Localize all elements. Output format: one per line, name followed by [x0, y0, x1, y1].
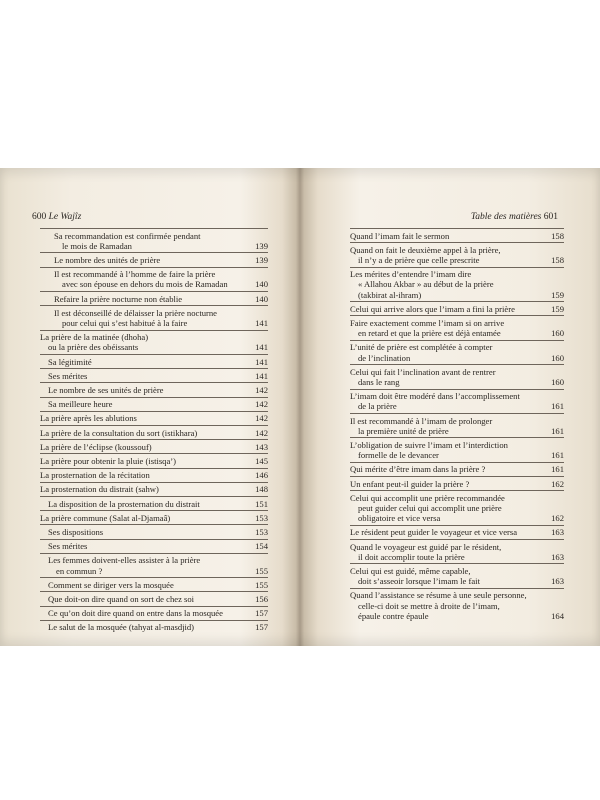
toc-page-number: 163: [551, 576, 564, 587]
toc-entry: [350, 267, 564, 302]
toc-page-number: 160: [551, 376, 564, 387]
toc-page-number: 139: [255, 240, 268, 251]
toc-entry: [40, 305, 268, 329]
toc-entry: [350, 525, 564, 539]
toc-page-number: 153: [255, 512, 268, 523]
toc-entry: [40, 510, 268, 524]
toc-entry-line: Celui qui accomplit une prière recommandée: [350, 492, 505, 503]
toc-entry-line: L’unité de prière est complétée à compter: [350, 342, 493, 353]
toc-page-number: 161: [551, 401, 564, 412]
toc-entry-line: Le nombre de ses unités de prière: [48, 384, 164, 395]
toc-entry: [40, 591, 268, 605]
toc-page-number: 161: [551, 464, 564, 475]
right-page-number: 601: [543, 212, 558, 222]
toc-page-number: 163: [551, 551, 564, 562]
toc-entry-line: La prière commune (Salat al-Djamaâ): [40, 512, 171, 523]
toc-entry-line: La prière après les ablutions: [40, 413, 137, 424]
toc-entry-line: Il est recommandé à l’homme de faire la prière: [54, 269, 216, 280]
toc-entry-line: Sa meilleure heure: [48, 399, 113, 410]
toc-entry: [40, 453, 268, 467]
toc-page-number: 159: [551, 303, 564, 314]
toc-entry-line: en retard et que la prière est déjà entamée: [358, 328, 501, 339]
toc-entry-line: Ce qu’on doit dire quand on entre dans la mosquée: [48, 608, 223, 619]
toc-entry-line: Ses mérites: [48, 541, 88, 552]
toc-entry-line: formelle de le devancer: [358, 450, 439, 461]
toc-entry-line: (takbirat al-ihram): [358, 289, 422, 300]
toc-entry-line: La prosternation de la récitation: [40, 470, 150, 481]
toc-page-number: 161: [551, 450, 564, 461]
toc-entry-line: « Allahou Akbar » au début de la prière: [358, 279, 494, 290]
toc-page-number: 161: [551, 425, 564, 436]
toc-page-number: 142: [255, 413, 268, 424]
toc-page-number: 162: [551, 478, 564, 489]
left-page: [0, 168, 296, 646]
toc-page-number: 156: [255, 593, 268, 604]
toc-entry-line: Le nombre des unités de prière: [54, 254, 161, 265]
toc-entry-line: La prière pour obtenir la pluie (istisqa’): [40, 455, 177, 466]
toc-entry-line: Quand le voyageur est guidé par le résident,: [350, 541, 502, 552]
toc-entry: [350, 301, 564, 315]
toc-entry-line: doit s’asseoir lorsque l’imam le fait: [358, 576, 480, 587]
toc-page-number: 142: [255, 427, 268, 438]
toc-entry-line: pour celui qui s’est habitué à la faire: [62, 317, 188, 328]
toc-entry-line: dans le rang: [358, 376, 400, 387]
toc-entry: [40, 382, 268, 396]
toc-entry-line: La prière de la consultation du sort (istikhara): [40, 427, 198, 438]
toc-entry: [350, 476, 564, 490]
toc-entry-line: Un enfant peut-il guider la prière ?: [350, 478, 470, 489]
toc-entry-line: Il est recommandé à l’imam de prolonger: [350, 415, 493, 426]
open-book: [0, 168, 600, 646]
toc-entry-line: le mois de Ramadan: [62, 240, 132, 251]
toc-entry: [40, 252, 268, 266]
toc-entry-line: Il est déconseillé de délaisser la prière nocturne: [54, 307, 217, 318]
toc-entry-line: Les mérites d’entendre l’imam dire: [350, 269, 472, 280]
toc-entry-line: Celui qui est guidé, même capable,: [350, 565, 471, 576]
toc-entry-line: Le salut de la mosquée (tahyat al-masdjid): [48, 622, 195, 633]
toc-page-number: 143: [255, 441, 268, 452]
toc-entry-line: Qui mérite d’être imam dans la prière ?: [350, 464, 486, 475]
toc-page-number: 145: [255, 455, 268, 466]
toc-entry: [350, 437, 564, 461]
left-page-header: [32, 212, 81, 222]
toc-page-number: 140: [255, 293, 268, 304]
toc-page-number: 160: [551, 328, 564, 339]
toc-entry: [350, 389, 564, 413]
toc-entry: [350, 563, 564, 587]
toc-entry: [350, 539, 564, 563]
toc-entry-line: Ses mérites: [48, 370, 88, 381]
toc-entry: [40, 228, 268, 252]
toc-entry: [40, 606, 268, 620]
toc-entry-line: ou la prière des obéissants: [48, 342, 139, 353]
toc-entry-line: Celui qui fait l’inclination avant de rentrer: [350, 366, 496, 377]
toc-page-number: 163: [551, 527, 564, 538]
toc-entry: [40, 439, 268, 453]
toc-page-number: 158: [551, 230, 564, 241]
toc-page-number: 164: [551, 610, 564, 621]
right-page-header: [471, 212, 558, 222]
toc-entry-line: L’imam doit être modéré dans l’accomplissement: [350, 391, 520, 402]
toc-page-number: 155: [255, 565, 268, 576]
toc-entry-line: peut guider celui qui accomplit une prière: [358, 502, 502, 513]
toc-page-number: 148: [255, 484, 268, 495]
toc-page-number: 162: [551, 513, 564, 524]
toc-entry-line: Le résident peut guider le voyageur et vice versa: [350, 527, 518, 538]
toc-page-number: 154: [255, 541, 268, 552]
toc-page-number: 142: [255, 384, 268, 395]
toc-entry-line: épaule contre épaule: [358, 610, 429, 621]
toc-entry-line: il doit accomplir toute la prière: [358, 551, 465, 562]
toc-entry-line: Quand on fait le deuxième appel à la prière,: [350, 244, 501, 255]
right-page: [304, 168, 600, 646]
right-running-title: Table des matières: [470, 212, 542, 222]
toc-page-number: 141: [255, 356, 268, 367]
toc-entry: [40, 425, 268, 439]
toc-entry-line: de la prière: [358, 401, 397, 412]
toc-page-number: 157: [255, 608, 268, 619]
toc-entry-line: Sa recommandation est confirmée pendant: [54, 230, 201, 241]
toc-page-number: 140: [255, 279, 268, 290]
toc-page-number: 141: [255, 370, 268, 381]
toc-entry-line: Les femmes doivent-elles assister à la prière: [48, 555, 201, 566]
toc-entry-line: Comment se diriger vers la mosquée: [48, 579, 174, 590]
toc-entry-line: La disposition de la prosternation du distrait: [48, 498, 200, 509]
toc-entry: [40, 291, 268, 305]
toc-page-number: 142: [255, 399, 268, 410]
toc-entry-line: Sa légitimité: [48, 356, 92, 367]
toc-entry: [40, 267, 268, 291]
toc-entry-line: La prière de l’éclipse (koussouf): [40, 441, 152, 452]
toc-entry: [40, 524, 268, 538]
toc-entry: [350, 242, 564, 266]
left-toc-list: [40, 228, 268, 634]
toc-entry: [40, 496, 268, 510]
toc-page-number: 146: [255, 470, 268, 481]
toc-entry-line: Faire exactement comme l’imam si on arrive: [350, 317, 505, 328]
toc-entry: [350, 364, 564, 388]
toc-page-number: 159: [551, 289, 564, 300]
toc-entry-line: Refaire la prière nocturne non établie: [54, 293, 183, 304]
toc-entry: [40, 411, 268, 425]
toc-entry-line: Que doit-on dire quand on sort de chez soi: [48, 593, 195, 604]
toc-entry: [40, 620, 268, 634]
toc-page-number: 157: [255, 622, 268, 633]
toc-entry-line: celle-ci doit se mettre à droite de l’imam,: [358, 600, 500, 611]
toc-entry: [40, 482, 268, 496]
toc-page-number: 151: [255, 498, 268, 509]
toc-entry-line: Quand l’assistance se résume à une seule personne,: [350, 590, 527, 601]
toc-entry: [350, 413, 564, 437]
toc-entry: [350, 315, 564, 339]
toc-entry: [350, 588, 564, 623]
toc-page-number: 160: [551, 352, 564, 363]
toc-entry-line: il n’y a de prière que celle prescrite: [358, 254, 480, 265]
toc-entry: [40, 397, 268, 411]
toc-entry: [40, 330, 268, 354]
toc-entry: [40, 468, 268, 482]
toc-entry-line: obligatoire et vice versa: [358, 513, 441, 524]
toc-entry: [40, 577, 268, 591]
toc-page-number: 141: [255, 342, 268, 353]
toc-entry-line: La prière de la matinée (dhoha): [40, 332, 149, 343]
toc-page-number: 153: [255, 526, 268, 537]
toc-entry-line: Celui qui arrive alors que l’imam a fini la prière: [350, 303, 515, 314]
toc-entry: [350, 490, 564, 525]
toc-entry-line: L’obligation de suivre l’imam et l’interdiction: [350, 439, 508, 450]
toc-entry: [40, 354, 268, 368]
left-page-number: 600: [32, 212, 47, 222]
toc-entry-line: la première unité de prière: [358, 425, 449, 436]
right-toc-list: [350, 228, 564, 623]
toc-page-number: 139: [255, 254, 268, 265]
toc-entry: [350, 228, 564, 242]
toc-entry-line: en commun ?: [56, 565, 103, 576]
toc-entry: [40, 368, 268, 382]
toc-entry-line: Ses dispositions: [48, 526, 104, 537]
toc-page-number: 158: [551, 254, 564, 265]
toc-entry: [350, 462, 564, 476]
toc-entry: [350, 340, 564, 364]
left-running-title: Le Wajîz: [48, 212, 82, 222]
toc-entry-line: de l’inclination: [358, 352, 411, 363]
toc-page-number: 155: [255, 579, 268, 590]
toc-page-number: 141: [255, 317, 268, 328]
toc-entry-line: avec son épouse en dehors du mois de Ramadan: [62, 279, 228, 290]
toc-entry: [40, 553, 268, 577]
toc-entry: [40, 539, 268, 553]
toc-entry-line: La prosternation du distrait (sahw): [40, 484, 159, 495]
toc-entry-line: Quand l’imam fait le sermon: [350, 230, 450, 241]
